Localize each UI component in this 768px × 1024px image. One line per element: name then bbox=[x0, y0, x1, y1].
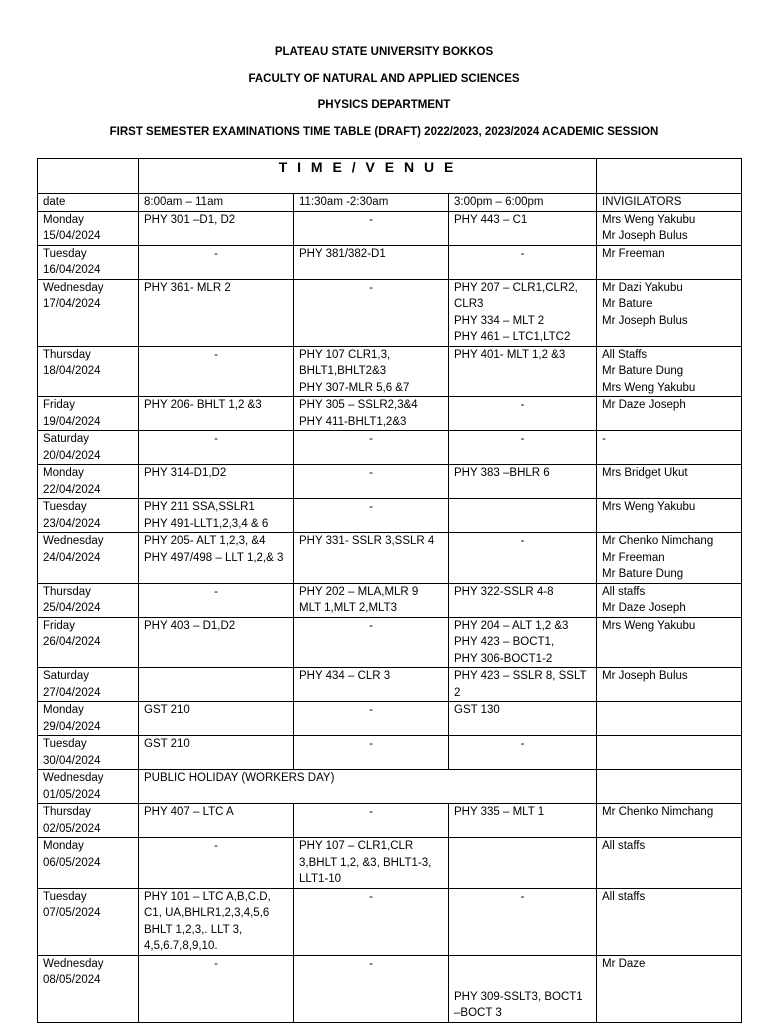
slot-1-cell bbox=[139, 346, 294, 397]
date-label: 26/04/2024 bbox=[43, 636, 101, 648]
slot-3-cell bbox=[449, 583, 597, 617]
slot-2-cell-text: PHY 107 CLR1,3, BHLT1,BHLT2&3 PHY 307-MLR 5,6 &7 bbox=[299, 348, 410, 394]
slot-2-cell-text: PHY 202 – MLA,MLR 9 MLT 1,MLT 2,MLT3 bbox=[299, 585, 419, 614]
slot-3-cell bbox=[449, 465, 597, 499]
table-row bbox=[38, 770, 742, 804]
table-row bbox=[38, 583, 742, 617]
weekday-label: Friday bbox=[43, 399, 75, 411]
weekday-label: Wednesday bbox=[43, 281, 104, 294]
weekday-label: Wednesday bbox=[43, 957, 104, 970]
slot-2-cell bbox=[294, 736, 449, 770]
slot-2-cell bbox=[294, 245, 449, 279]
slot-1-cell-text: GST 210 bbox=[144, 704, 190, 716]
weekday-label: Wednesday bbox=[43, 535, 104, 547]
slot-1-cell bbox=[139, 838, 294, 889]
slot-3-cell bbox=[449, 804, 597, 838]
slot-3-cell bbox=[449, 888, 597, 955]
slot-2-cell bbox=[294, 279, 449, 346]
slot-1-cell-text: PHY 101 – LTC A,B,C.D, C1, UA,BHLR1,2,3,4,5,6 BHLT 1,2,3,. LLT 3, 4,5,6.7,8,9,10. bbox=[144, 890, 271, 952]
slot-2-cell bbox=[294, 211, 449, 245]
slot-1-cell bbox=[139, 617, 294, 668]
invigilators-cell bbox=[597, 736, 742, 770]
date-cell bbox=[38, 397, 139, 431]
weekday-label: Monday bbox=[43, 213, 84, 226]
invigilators-cell bbox=[597, 583, 742, 617]
invigilators-cell-text: Mrs Weng Yakubu bbox=[602, 501, 696, 513]
table-row bbox=[38, 245, 742, 279]
date-label: 25/04/2024 bbox=[43, 602, 101, 614]
invigilators-cell bbox=[597, 838, 742, 889]
slot-2-cell bbox=[294, 465, 449, 499]
column-header-row bbox=[38, 194, 742, 212]
weekday-label: Monday bbox=[43, 840, 84, 852]
slot-3-cell bbox=[449, 346, 597, 397]
slot-2-cell-text: - bbox=[369, 281, 373, 294]
invigilators-cell bbox=[597, 702, 742, 736]
slot-3-cell-text: PHY 322-SSLR 4-8 bbox=[454, 585, 554, 598]
invigilators-cell-text: All staffs bbox=[602, 840, 646, 852]
date-label: 23/04/2024 bbox=[43, 517, 101, 530]
date-cell bbox=[38, 279, 139, 346]
invigilators-cell bbox=[597, 279, 742, 346]
slot-3-cell-text: PHY 443 – C1 bbox=[454, 213, 528, 226]
slot-3-cell bbox=[449, 533, 597, 584]
faculty-name: FACULTY OF NATURAL AND APPLIED SCIENCES bbox=[248, 72, 520, 85]
invigilators-cell-text: Mrs Bridget Ukut bbox=[602, 467, 688, 479]
slot-3-cell bbox=[449, 211, 597, 245]
slot-1-cell bbox=[139, 533, 294, 584]
date-cell bbox=[38, 888, 139, 955]
weekday-label: Friday bbox=[43, 619, 75, 632]
weekday-label: Saturday bbox=[43, 670, 90, 682]
slot-1-cell bbox=[139, 888, 294, 955]
slot-2-cell-text: - bbox=[369, 806, 373, 818]
weekday-label: Wednesday bbox=[43, 772, 104, 784]
date-cell bbox=[38, 346, 139, 397]
slot-1-cell-text: PHY 403 – D1,D2 bbox=[144, 619, 236, 632]
table-row bbox=[38, 431, 742, 465]
table-row bbox=[38, 736, 742, 770]
invigilators-cell bbox=[597, 804, 742, 838]
slot-3-cell bbox=[449, 431, 597, 465]
date-cell bbox=[38, 668, 139, 702]
slot-2-cell bbox=[294, 617, 449, 668]
weekday-label: Tuesday bbox=[43, 890, 87, 903]
slot-2-cell bbox=[294, 397, 449, 431]
slot-2-cell bbox=[294, 838, 449, 889]
table-row bbox=[38, 465, 742, 499]
slot-1-cell bbox=[139, 279, 294, 346]
date-cell bbox=[38, 702, 139, 736]
slot-1-cell-text: PHY 205- ALT 1,2,3, &4 PHY 497/498 – LLT 1,2,& 3 bbox=[144, 535, 284, 564]
date-label: 07/05/2024 bbox=[43, 907, 101, 919]
invigilators-cell-text: Mr Dazi Yakubu Mr Bature Mr Joseph Bulus bbox=[602, 281, 688, 327]
slot-1-cell-text: PHY 211 SSA,SSLR1 PHY 491-LLT1,2,3,4 & 6 bbox=[144, 501, 269, 530]
slot-1-cell-text: PHY 361- MLR 2 bbox=[144, 281, 231, 294]
weekday-label: Tuesday bbox=[43, 738, 87, 750]
slot-3-cell bbox=[449, 245, 597, 279]
weekday-label: Thursday bbox=[43, 806, 91, 818]
slot-2-cell bbox=[294, 533, 449, 584]
date-label: 20/04/2024 bbox=[43, 449, 101, 462]
slot-3-cell bbox=[449, 668, 597, 702]
slot-3-cell bbox=[449, 617, 597, 668]
slot-1-cell bbox=[139, 583, 294, 617]
slot-1-cell-text: PHY 206- BHLT 1,2 &3 bbox=[144, 399, 262, 411]
slot-1-cell bbox=[139, 211, 294, 245]
slot-1-cell bbox=[139, 702, 294, 736]
weekday-label: Tuesday bbox=[43, 247, 87, 260]
table-row bbox=[38, 346, 742, 397]
date-label: 24/04/2024 bbox=[43, 551, 101, 564]
slot-2-cell-text: PHY 331- SSLR 3,SSLR 4 bbox=[299, 535, 435, 547]
slot-2-cell-text: - bbox=[369, 467, 373, 479]
date-cell bbox=[38, 736, 139, 770]
slot-1-cell bbox=[139, 465, 294, 499]
slot-3-cell-text: PHY 207 – CLR1,CLR2, CLR3 PHY 334 – MLT 2 PHY 461 – LTC1,LTC2 bbox=[454, 281, 578, 343]
slot-2-cell-text: - bbox=[369, 957, 373, 970]
invigilators-cell bbox=[597, 668, 742, 702]
slot-3-cell-text: PHY 423 – SSLR 8, SSLT 2 bbox=[454, 670, 587, 699]
slot-1-cell bbox=[139, 397, 294, 431]
invigilators-cell-text: - bbox=[602, 433, 606, 445]
slot-3-cell bbox=[449, 702, 597, 736]
slot-2-cell-text: - bbox=[369, 501, 373, 513]
slot-2-cell-text: PHY 434 – CLR 3 bbox=[299, 670, 391, 682]
university-name: PLATEAU STATE UNIVERSITY BOKKOS bbox=[274, 46, 494, 58]
invigilators-cell bbox=[597, 617, 742, 668]
date-label: 06/05/2024 bbox=[43, 856, 101, 869]
slot-1-cell-text: PHY 407 – LTC A bbox=[144, 806, 234, 818]
slot-1-cell bbox=[139, 499, 294, 533]
invigilators-cell bbox=[597, 211, 742, 245]
invigilators-cell-text: All staffs bbox=[602, 890, 646, 903]
slot-3-cell-text: PHY 401- MLT 1,2 &3 bbox=[454, 348, 566, 361]
slot-3-cell bbox=[449, 279, 597, 346]
date-cell bbox=[38, 431, 139, 465]
slot-3-cell-text: PHY 204 – ALT 1,2 &3 PHY 423 – BOCT1, PHY 306-BOCT1-2 bbox=[454, 619, 569, 665]
timetable-title: FIRST SEMESTER EXAMINATIONS TIME TABLE (DRAFT) 2022/2023, 2023/2024 ACADEMIC SESSION bbox=[109, 125, 659, 138]
exam-timetable bbox=[37, 158, 742, 1023]
weekday-label: Saturday bbox=[43, 433, 90, 445]
invigilators-cell bbox=[597, 770, 742, 804]
invigilators-cell-text: All staffs Mr Daze Joseph bbox=[602, 585, 686, 614]
invigilators-cell-text: Mrs Weng Yakubu bbox=[602, 619, 696, 632]
date-cell bbox=[38, 499, 139, 533]
slot-3-cell bbox=[449, 397, 597, 431]
invigilators-cell-text: Mr Chenko Nimchang bbox=[602, 806, 714, 818]
slot-1-cell-text: PHY 301 –D1, D2 bbox=[144, 213, 236, 226]
slot-3-cell-text: - bbox=[520, 433, 525, 445]
slot-1-cell bbox=[139, 431, 294, 465]
document-header bbox=[0, 46, 768, 152]
col-header-slot-3: 3:00pm – 6:00pm bbox=[449, 194, 597, 212]
slot-2-cell-text: - bbox=[369, 738, 373, 750]
slot-3-cell-text: - bbox=[520, 738, 525, 750]
date-label: 30/04/2024 bbox=[43, 754, 101, 767]
invigilators-cell-text: Mr Daze bbox=[602, 957, 646, 970]
slot-2-cell bbox=[294, 955, 449, 1022]
slot-1-cell-text: - bbox=[214, 585, 218, 598]
slot-2-cell-text: PHY 381/382-D1 bbox=[299, 247, 386, 260]
slot-2-cell-text: - bbox=[369, 213, 373, 226]
slot-2-cell-text: - bbox=[369, 704, 373, 716]
slot-1-cell-text: - bbox=[214, 840, 218, 852]
date-label: 27/04/2024 bbox=[43, 686, 101, 699]
holiday-cell-text: PUBLIC HOLIDAY (WORKERS DAY) bbox=[144, 772, 335, 784]
weekday-label: Monday bbox=[43, 704, 84, 716]
slot-2-cell-text: PHY 305 – SSLR2,3&4 PHY 411-BHLT1,2&3 bbox=[299, 399, 418, 428]
date-label: 18/04/2024 bbox=[43, 365, 101, 377]
invigilators-cell-text: Mrs Weng Yakubu Mr Joseph Bulus bbox=[602, 213, 696, 242]
slot-3-cell bbox=[449, 499, 597, 533]
slot-2-cell-text: - bbox=[369, 619, 373, 632]
slot-1-cell bbox=[139, 804, 294, 838]
date-label: 19/04/2024 bbox=[43, 415, 101, 428]
banner-spacer bbox=[38, 159, 139, 194]
invigilators-cell-text: Mr Freeman bbox=[602, 247, 665, 260]
slot-3-cell-text: - bbox=[520, 535, 525, 547]
slot-2-cell bbox=[294, 583, 449, 617]
slot-2-cell bbox=[294, 668, 449, 702]
date-cell bbox=[38, 465, 139, 499]
date-cell bbox=[38, 617, 139, 668]
date-label: 01/05/2024 bbox=[43, 788, 101, 801]
slot-1-cell bbox=[139, 245, 294, 279]
date-label: 15/04/2024 bbox=[43, 230, 101, 242]
col-header-slot-2: 11:30am -2:30am bbox=[294, 194, 449, 212]
slot-1-cell-text: - bbox=[214, 348, 218, 361]
slot-3-cell-text: PHY 383 –BHLR 6 bbox=[454, 467, 550, 479]
invigilators-cell bbox=[597, 245, 742, 279]
time-venue-banner: T I M E / V E N U E bbox=[139, 159, 597, 194]
invigilators-cell-text: Mr Daze Joseph bbox=[602, 399, 686, 411]
invigilators-cell bbox=[597, 346, 742, 397]
slot-1-cell-text: - bbox=[214, 433, 218, 445]
date-cell bbox=[38, 533, 139, 584]
invigilators-cell bbox=[597, 533, 742, 584]
date-cell bbox=[38, 804, 139, 838]
slot-2-cell-text: PHY 107 – CLR1,CLR 3,BHLT 1,2, &3, BHLT1-3, LLT1-10 bbox=[299, 840, 432, 885]
slot-1-cell bbox=[139, 736, 294, 770]
slot-3-cell bbox=[449, 838, 597, 889]
weekday-label: Monday bbox=[43, 467, 84, 479]
invigilators-cell bbox=[597, 465, 742, 499]
slot-3-cell-text: - bbox=[520, 890, 525, 903]
table-row bbox=[38, 397, 742, 431]
slot-1-cell bbox=[139, 668, 294, 702]
date-cell bbox=[38, 583, 139, 617]
table-row bbox=[38, 499, 742, 533]
table-row bbox=[38, 211, 742, 245]
date-label: 29/04/2024 bbox=[43, 720, 101, 733]
slot-2-cell bbox=[294, 499, 449, 533]
slot-1-cell-text: - bbox=[214, 957, 218, 970]
weekday-label: Tuesday bbox=[43, 501, 87, 513]
col-header-date: date bbox=[38, 194, 139, 212]
table-row bbox=[38, 888, 742, 955]
slot-1-cell-text: PHY 314-D1,D2 bbox=[144, 467, 227, 479]
date-cell bbox=[38, 955, 139, 1022]
holiday-cell bbox=[139, 770, 597, 804]
date-label: 02/05/2024 bbox=[43, 822, 101, 835]
table-row bbox=[38, 533, 742, 584]
col-header-invigilators: INVIGILATORS bbox=[597, 194, 742, 212]
slot-2-cell bbox=[294, 346, 449, 397]
slot-3-cell bbox=[449, 736, 597, 770]
invigilators-cell bbox=[597, 397, 742, 431]
weekday-label: Thursday bbox=[43, 585, 91, 598]
date-cell bbox=[38, 245, 139, 279]
slot-3-cell-text: PHY 335 – MLT 1 bbox=[454, 806, 545, 818]
date-label: 17/04/2024 bbox=[43, 298, 101, 310]
slot-2-cell-text: - bbox=[369, 890, 373, 903]
slot-1-cell bbox=[139, 955, 294, 1022]
col-header-slot-1: 8:00am – 11am bbox=[139, 194, 294, 212]
table-row bbox=[38, 279, 742, 346]
slot-2-cell-text: - bbox=[369, 433, 373, 445]
invigilators-cell bbox=[597, 431, 742, 465]
slot-3-cell bbox=[449, 955, 597, 1022]
invigilators-cell bbox=[597, 955, 742, 1022]
slot-3-cell-text: GST 130 bbox=[454, 704, 500, 716]
slot-2-cell bbox=[294, 702, 449, 736]
table-row bbox=[38, 838, 742, 889]
slot-3-cell-text: - bbox=[520, 399, 525, 411]
slot-3-cell-text: - bbox=[520, 247, 525, 260]
date-cell bbox=[38, 770, 139, 804]
invigilators-cell-text: Mr Chenko Nimchang Mr Freeman Mr Bature Dung bbox=[602, 535, 714, 580]
table-row bbox=[38, 804, 742, 838]
slot-3-cell-text: PHY 309-SSLT3, BOCT1 –BOCT 3 bbox=[454, 990, 583, 1019]
date-label: 08/05/2024 bbox=[43, 974, 101, 986]
table-row bbox=[38, 668, 742, 702]
table-row bbox=[38, 955, 742, 1022]
slot-2-cell bbox=[294, 431, 449, 465]
invigilators-cell-text: All Staffs Mr Bature Dung Mrs Weng Yakubu bbox=[602, 348, 696, 394]
banner-spacer bbox=[597, 159, 742, 194]
table-row bbox=[38, 702, 742, 736]
slot-1-cell-text: - bbox=[214, 247, 218, 260]
slot-1-cell-text: GST 210 bbox=[144, 738, 190, 750]
department-name: PHYSICS DEPARTMENT bbox=[317, 99, 451, 111]
invigilators-cell bbox=[597, 499, 742, 533]
date-label: 16/04/2024 bbox=[43, 264, 101, 276]
date-label: 22/04/2024 bbox=[43, 483, 101, 496]
slot-2-cell bbox=[294, 804, 449, 838]
weekday-label: Thursday bbox=[43, 348, 91, 361]
invigilators-cell-text: Mr Joseph Bulus bbox=[602, 670, 688, 682]
date-cell bbox=[38, 838, 139, 889]
invigilators-cell bbox=[597, 888, 742, 955]
slot-2-cell bbox=[294, 888, 449, 955]
date-cell bbox=[38, 211, 139, 245]
table-row bbox=[38, 617, 742, 668]
